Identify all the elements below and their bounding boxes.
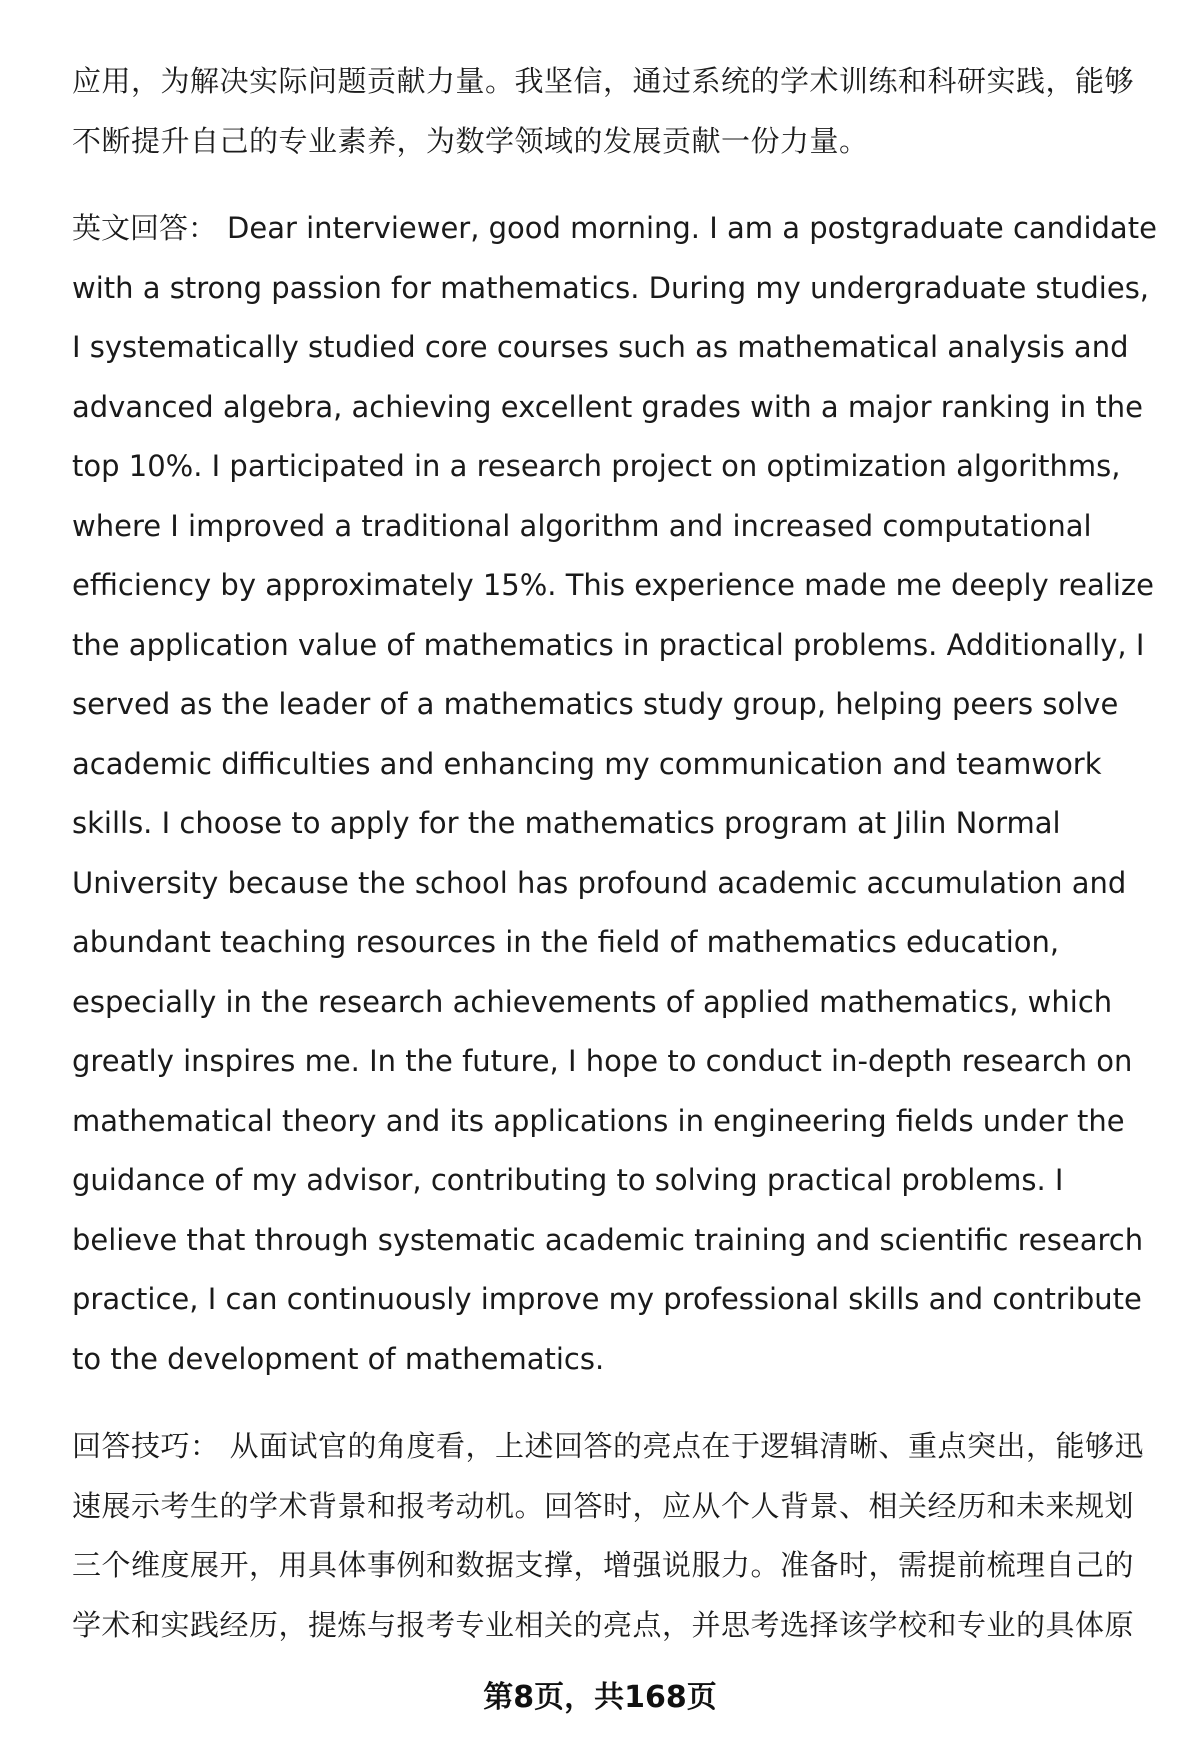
intro-text: 应用，为解决实际问题贡献力量。我坚信，通过系统的学术训练和科研实践，能够不断提升自己的专业素养，为数学领域的发展贡献一份力量。	[72, 64, 1135, 158]
english-answer-paragraph	[72, 199, 1160, 1389]
page-number-footer: 第8页，共168页	[483, 1680, 717, 1715]
english-answer-label: 英文回答：	[72, 211, 218, 245]
answer-tips-text: 从面试官的角度看，上述回答的亮点在于逻辑清晰、重点突出，能够迅速展示考生的学术背景和报考动机。回答时，应从个人背景、相关经历和未来规划三个维度展开，用具体事例和数据支撑，增强说服力。准备时，需提前梳理自己的学术和实践经历，提炼与报考专业相关的亮点，并思考选择该学校和专业的具体原	[72, 1429, 1145, 1642]
answer-tips-label: 回答技巧：	[72, 1429, 220, 1463]
document-body	[72, 52, 1160, 1683]
intro-paragraph	[72, 52, 1160, 171]
english-answer-text: Dear interviewer, good morning. I am a postgraduate candidate with a strong passion for mathematics. During my undergraduate studies, I systematically studied core courses such as mathematical analysis and advanced algebra, achieving excellent grades with a major ranking in the top 10%. I participated in a research project on optimization algorithms, where I improved a traditional algorithm and increased computational efficiency by approximately 15%. This experience made me deeply realize the application value of mathematics in practical problems. Additionally, I served as the leader of a mathematics study group, helping peers solve academic difficulties and enhancing my communication and teamwork skills. I choose to apply for the mathematics program at Jilin Normal University because the school has profound academic accumulation and abundant teaching resources in the field of mathematics education, especially in the research achievements of applied mathematics, which greatly inspires me. In the future, I hope to conduct in-depth research on mathematical theory and its applications in engineering fields under the guidance of my advisor, contributing to solving practical problems. I believe that through systematic academic training and scientific research practice, I can continuously improve my professional skills and contribute to the development of mathematics.	[72, 211, 1157, 1376]
answer-tips-paragraph	[72, 1417, 1160, 1655]
